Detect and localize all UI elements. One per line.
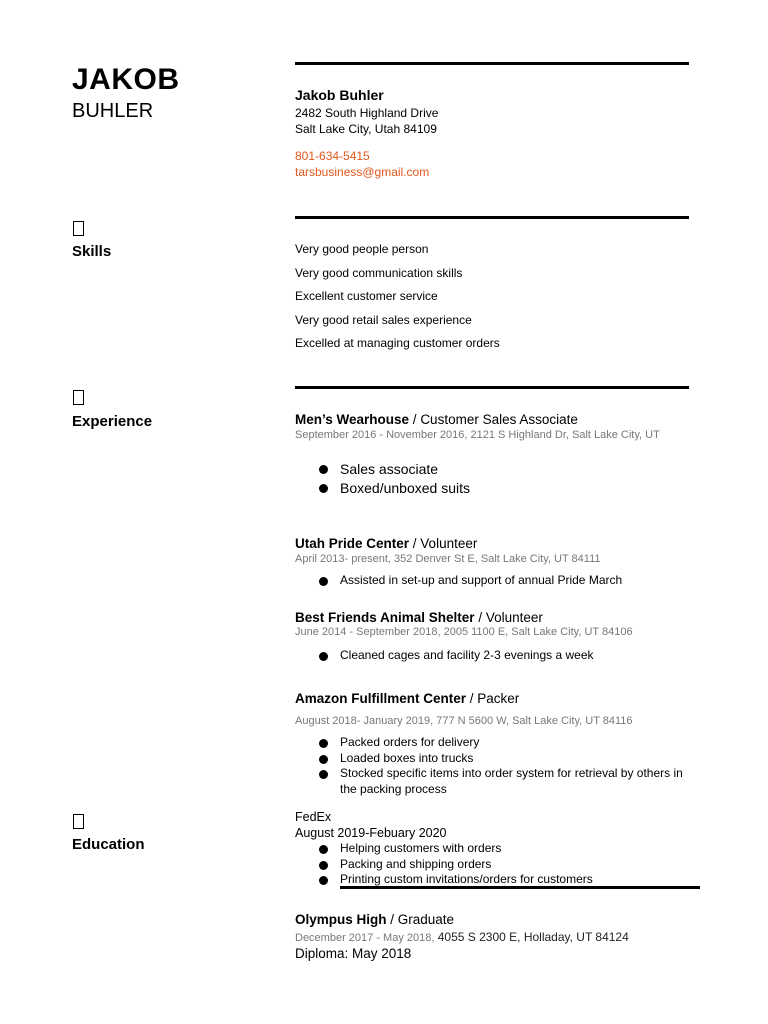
job-role: Volunteer: [420, 536, 478, 551]
job-title: [295, 610, 543, 625]
job-separator: /: [409, 412, 421, 427]
job-org: Best Friends Animal Shelter: [295, 610, 475, 625]
education-org: Olympus High: [295, 912, 387, 927]
address-line-2: Salt Lake City, Utah 84109: [295, 122, 437, 136]
job-role: Packer: [477, 691, 520, 706]
list-item: Helping customers with orders: [295, 841, 593, 857]
job-meta: April 2013- present, 352 Denver St E, Salt Lake City, UT 84111: [295, 553, 601, 565]
placeholder-glyph-icon: [73, 390, 84, 405]
job-role: Volunteer: [485, 610, 543, 625]
list-item: Printing custom invitations/orders for customers: [295, 872, 593, 888]
job-separator: /: [409, 536, 421, 551]
diploma: Diploma: May 2018: [295, 946, 412, 961]
divider: [295, 62, 689, 65]
last-name: BUHLER: [72, 100, 154, 122]
first-name: JAKOB: [72, 63, 180, 96]
job-title: [295, 691, 519, 706]
list-item: Boxed/unboxed suits: [295, 479, 470, 498]
job-role: Customer Sales Associate: [420, 412, 578, 427]
list-item: Packed orders for delivery: [295, 735, 695, 751]
job-bullets: [295, 573, 622, 589]
divider: [295, 386, 689, 389]
job-org: Amazon Fulfillment Center: [295, 691, 467, 706]
education-address: 4055 S 2300 E, Holladay, UT 84124: [434, 930, 629, 944]
email[interactable]: tarsbusiness@gmail.com: [295, 165, 430, 179]
experience-heading: Experience: [72, 413, 153, 430]
list-item: Cleaned cages and facility 2-3 evenings a week: [295, 648, 594, 664]
job-meta: August 2018- January 2019, 777 N 5600 W, Salt Lake City, UT 84116: [295, 715, 633, 727]
list-item: Assisted in set-up and support of annual Pride March: [295, 573, 622, 589]
list-item: Stocked specific items into order system for retrieval by others in the packing process: [295, 766, 695, 797]
phone[interactable]: 801-634-5415: [295, 149, 370, 163]
job-bullets: [295, 841, 593, 888]
skill-item: Excellent customer service: [295, 289, 438, 303]
job-org: Men’s Wearhouse: [295, 412, 410, 427]
education-heading: Education: [72, 836, 145, 853]
job-dates: August 2019-Febuary 2020: [295, 826, 447, 840]
education-dates: December 2017 - May 2018,: [295, 932, 435, 944]
job-title: [295, 536, 477, 551]
education-title: [295, 912, 454, 927]
divider: [295, 216, 689, 219]
job-meta: June 2014 - September 2018, 2005 1100 E, Salt Lake City, UT 84106: [295, 626, 633, 638]
divider: [340, 886, 700, 889]
education-role: Graduate: [397, 912, 455, 927]
skill-item: Excelled at managing customer orders: [295, 336, 500, 350]
contact-name: Jakob Buhler: [295, 87, 384, 103]
list-item: Sales associate: [295, 460, 470, 479]
job-org: FedEx: [295, 810, 332, 824]
address-line-1: 2482 South Highland Drive: [295, 106, 439, 120]
placeholder-glyph-icon: [73, 221, 84, 236]
job-bullets: [295, 735, 695, 797]
skill-item: Very good retail sales experience: [295, 313, 472, 327]
list-item: Loaded boxes into trucks: [295, 751, 695, 767]
skill-item: Very good people person: [295, 242, 429, 256]
job-bullets: [295, 460, 470, 498]
education-separator: /: [386, 912, 398, 927]
placeholder-glyph-icon: [73, 814, 84, 829]
job-org: Utah Pride Center: [295, 536, 410, 551]
job-separator: /: [466, 691, 478, 706]
job-separator: /: [474, 610, 486, 625]
education-meta: [295, 930, 629, 944]
job-title: [295, 412, 578, 427]
job-bullets: [295, 648, 594, 664]
skills-heading: Skills: [72, 243, 112, 260]
job-meta: September 2016 - November 2016, 2121 S Highland Dr, Salt Lake City, UT: [295, 429, 660, 441]
skill-item: Very good communication skills: [295, 266, 463, 280]
list-item: Packing and shipping orders: [295, 857, 593, 873]
